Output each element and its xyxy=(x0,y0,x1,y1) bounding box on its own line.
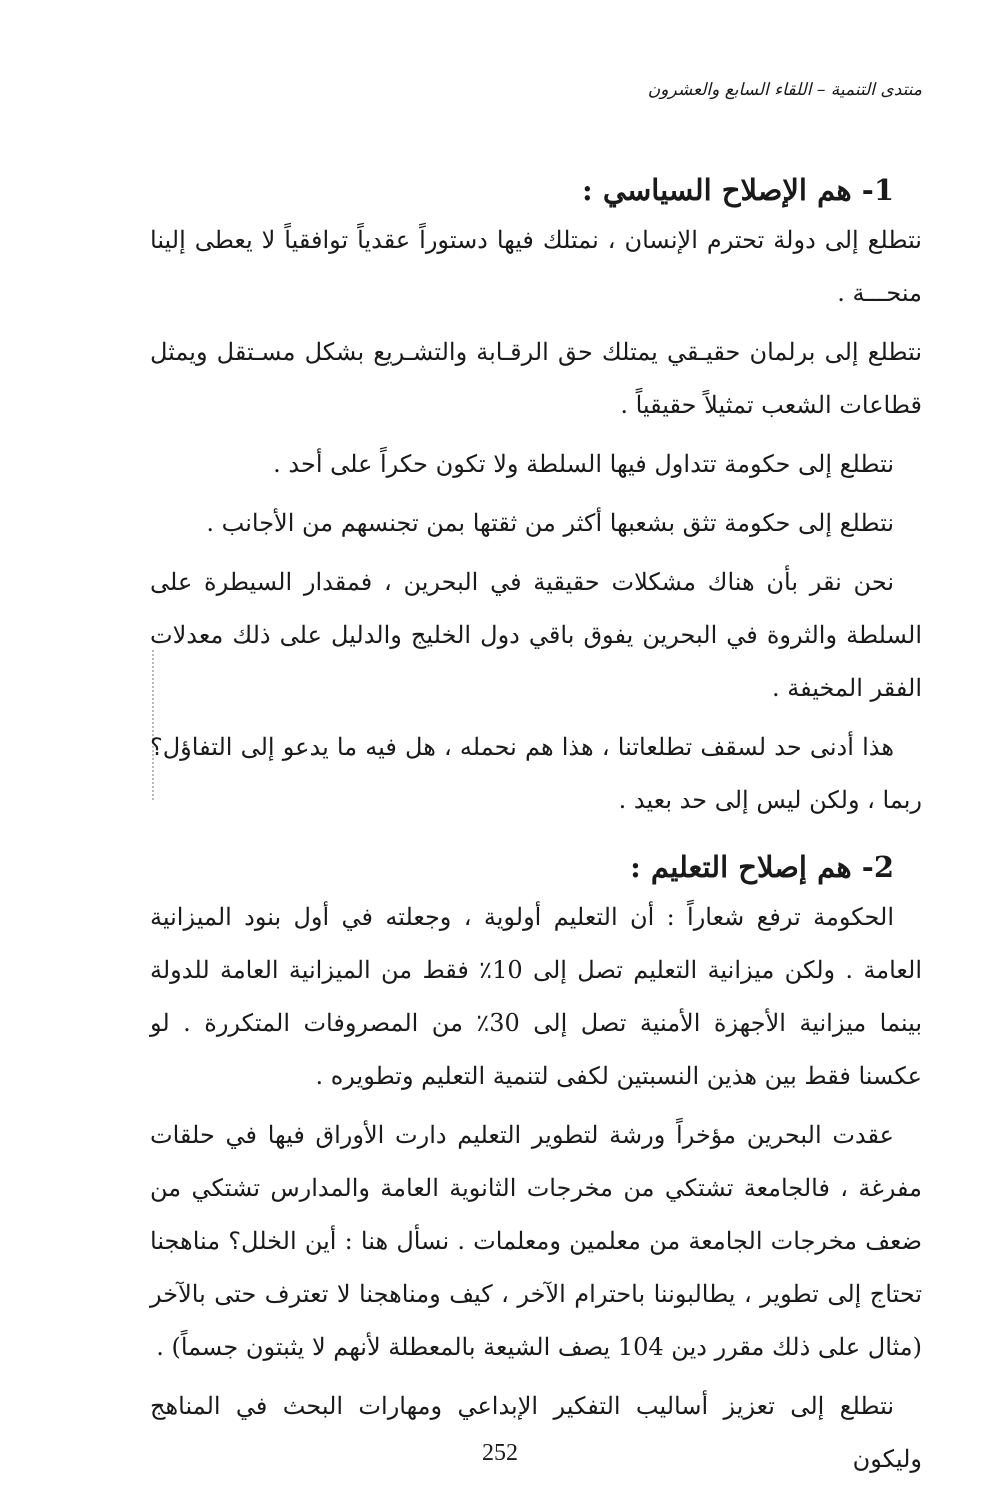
paragraph: هذا أدنى حد لسقف تطلعاتنا ، هذا هم نحمله ، هل فيه ما يدعو إلى التفاؤل؟ ربما ، ولكن ليس إلى حد بعيد . xyxy=(150,733,922,814)
paragraph: نتطلع إلى دولة تحترم الإنسان ، نمتلك فيها دستوراً عقدياً توافقياً لا يعطى إلينا منحـــة . xyxy=(150,226,922,307)
paragraph: عقدت البحرين مؤخراً ورشة لتطوير التعليم دارت الأوراق فيها في حلقات مفرغة ، فالجامعة تشتكي من مخرجات الثانوية العامة والمدارس تشتكي من ضعف مخرجات الجامعة من معلمين ومعلمات . نسأل هنا : أين الخلل؟ مناهجنا تحتاج إلى تطوير ، يطالبوننا باحترام الآخر ، كيف ومناهجنا لا تعترف حتى بالآخر (مثال على ذلك مقرر دين 104 يصف الشيعة بالمعطلة لأنهم لا يثبتون جسماً) . xyxy=(150,1121,922,1361)
paragraph: نتطلع إلى حكومة تثق بشعبها أكثر من ثقتها بمن تجنسهم من الأجانب . xyxy=(206,509,894,537)
section-heading-education-reform: 2- هم إصلاح التعليم : xyxy=(630,850,894,884)
running-header: منتدى التنمية – اللقاء السابع والعشرون xyxy=(647,80,922,100)
paragraph: نتطلع إلى حكومة تتداول فيها السلطة ولا تكون حكراً على أحد . xyxy=(273,450,894,478)
paragraph: نتطلع إلى تعزيز أساليب التفكير الإبداعي ومهارات البحث في المناهج وليكون xyxy=(150,1392,922,1473)
page-body xyxy=(150,168,922,1492)
section-heading-political-reform: 1- هم الإصلاح السياسي : xyxy=(582,173,894,207)
paragraph: نحن نقر بأن هناك مشكلات حقيقية في البحرين ، فمقدار السيطرة على السلطة والثروة في البحرين يفوق باقي دول الخليج والدليل على ذلك معدلات الفقر المخيفة . xyxy=(150,568,922,702)
page-number: 252 xyxy=(482,1440,518,1466)
paragraph: نتطلع إلى برلمان حقيـقي يمتلك حق الرقـابة والتشـريع بشكل مسـتقل ويمثل قطاعات الشعب تمثيلاً حقيقياً . xyxy=(150,338,922,419)
paragraph: الحكومة ترفع شعاراً : أن التعليم أولوية ، وجعلته في أول بنود الميزانية العامة . ولكن ميزانية التعليم تصل إلى 10٪ فقط من الميزانية العامة للدولة بينما ميزانية الأجهزة الأمنية تصل إلى 30٪ من المصروفات المتكررة . لو عكسنا فقط بين هذين النسبتين لكفى لتنمية التعليم وتطويره . xyxy=(150,903,922,1090)
